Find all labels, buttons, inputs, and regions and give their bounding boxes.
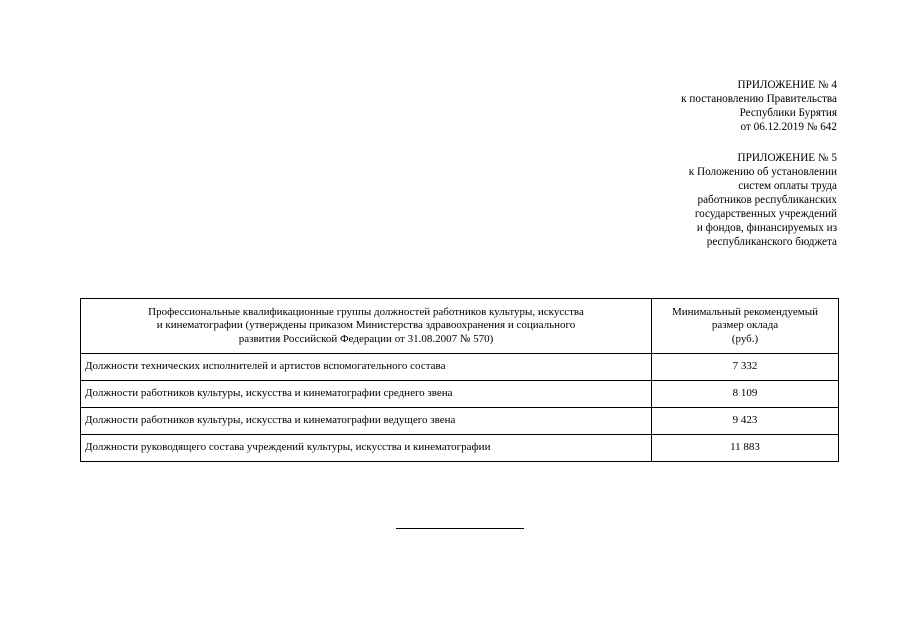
- position-group-cell: Должности руководящего состава учреждений культуры, искусства и кинематографии: [81, 435, 652, 462]
- table-row: [81, 435, 839, 462]
- appendix-5-line: государственных учреждений: [694, 208, 837, 220]
- appendix-4-line: Республики Бурятия: [739, 107, 837, 119]
- header-text-line: Минимальный рекомендуемый: [672, 305, 818, 318]
- table-row: [81, 354, 839, 381]
- salary-value-cell: 9 423: [652, 408, 839, 435]
- appendix-4-line: к постановлению Правительства: [681, 93, 837, 105]
- position-group-cell: Должности работников культуры, искусства и кинематографии среднего звена: [81, 381, 652, 408]
- salary-value-cell: 11 883: [652, 435, 839, 462]
- header-qualification-groups: [81, 299, 652, 354]
- header-text-line: и кинематографии (утверждены приказом Министерства здравоохранения и социального: [156, 319, 576, 332]
- position-group-cell: Должности технических исполнителей и артистов вспомогательного состава: [81, 354, 652, 381]
- appendix-4-date-number: от 06.12.2019 № 642: [740, 121, 837, 133]
- salary-table: [80, 298, 839, 462]
- table-row: [81, 408, 839, 435]
- appendix-4-title: ПРИЛОЖЕНИЕ № 4: [737, 79, 837, 91]
- table-header-row: [81, 299, 839, 354]
- appendix-5-line: систем оплаты труда: [738, 180, 837, 192]
- appendix-5-header: [689, 151, 837, 249]
- salary-value-cell: 7 332: [652, 354, 839, 381]
- appendix-5-line: к Положению об установлении: [688, 166, 837, 178]
- header-text-line: Профессиональные квалификационные группы должностей работников культуры, искусства: [148, 305, 584, 318]
- table-row: [81, 381, 839, 408]
- header-min-salary: [652, 299, 839, 354]
- header-text-line: (руб.): [731, 332, 759, 345]
- appendix-5-line: республиканского бюджета: [706, 236, 837, 248]
- appendix-4-header: [681, 78, 837, 134]
- footer-divider: [396, 528, 524, 529]
- appendix-5-line: и фондов, финансируемых из: [696, 222, 837, 234]
- salary-value-cell: 8 109: [652, 381, 839, 408]
- appendix-5-title: ПРИЛОЖЕНИЕ № 5: [737, 152, 837, 164]
- position-group-cell: Должности работников культуры, искусства и кинематографии ведущего звена: [81, 408, 652, 435]
- header-text-line: развития Российской Федерации от 31.08.2007 № 570): [238, 332, 494, 345]
- appendix-5-line: работников республиканских: [697, 194, 837, 206]
- header-text-line: размер оклада: [711, 319, 779, 332]
